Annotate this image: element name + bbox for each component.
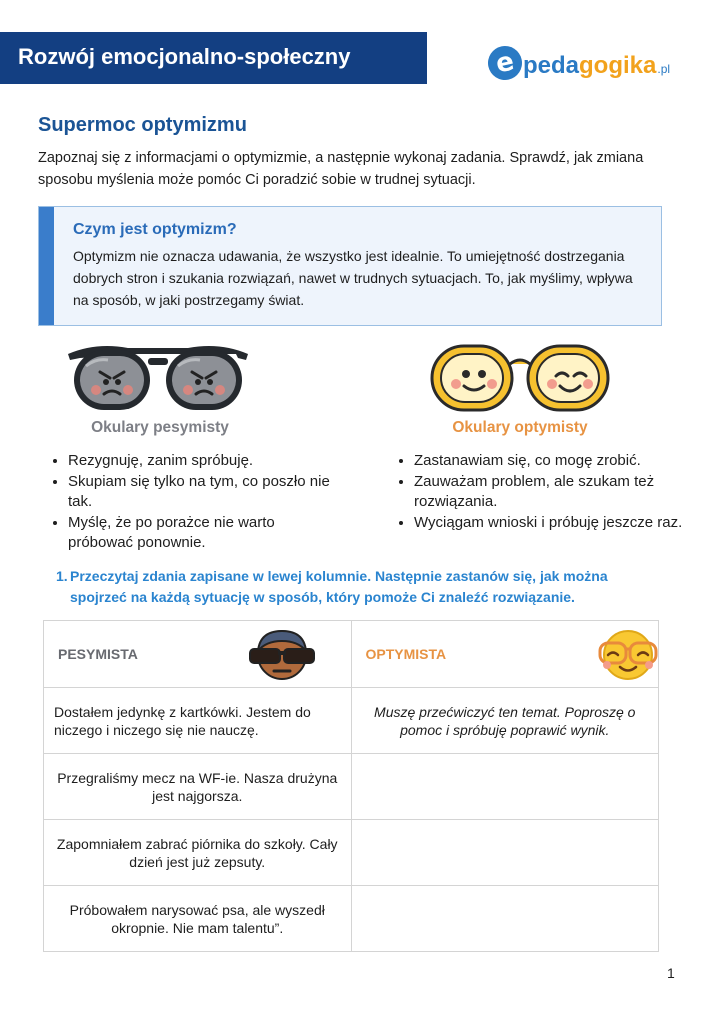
task-text: Przeczytaj zdania zapisane w lewej kolumnie. Następnie zastanów się, jak można spojrzeć na każdą sytuację w sposób, który pomoże Ci znaleźć rozwiązanie.	[70, 568, 608, 605]
info-box-accent-bar	[39, 207, 54, 325]
epedagogika-logo	[488, 40, 670, 80]
intro-text: Zapoznaj się z informacjami o optymizmie, a następnie wykonaj zadania. Sprawdź, jak zmiana sposobu myślenia może pomóc Ci poradzić sobie w trudnej sytuacji.	[38, 150, 644, 188]
page-number: 1	[667, 965, 675, 981]
header-title: Rozwój emocjonalno-społeczny	[18, 44, 351, 69]
optimist-example-cell: Muszę przećwiczyć ten temat. Poproszę o pomoc i spróbuję poprawić wynik.	[351, 688, 659, 754]
table-row	[44, 688, 659, 754]
info-box-text: Optymizm nie oznacza udawania, że wszystko jest idealnie. To umiejętność dostrzegania dobrych stron i szukania rozwiązań, nawet w trudnych sytuacjach. To, jak myślimy, wpływa na sposób, w jaki postrzegamy świat.	[73, 248, 633, 308]
header-bar	[0, 32, 427, 84]
optimist-answer-cell[interactable]	[351, 754, 659, 820]
section-title: Supermoc optymizmu	[38, 114, 247, 136]
logo-text-gogika: gogika	[579, 52, 657, 79]
optimist-answer-cell[interactable]	[351, 820, 659, 886]
pessimist-bullet-list	[42, 451, 338, 554]
table-row	[44, 886, 659, 952]
logo-text-peda: peda	[523, 52, 580, 79]
grumpy-face-icon	[246, 627, 318, 681]
pessimist-cell: Przegraliśmy mecz na WF-ie. Nasza drużyna jest najgorsza.	[44, 754, 352, 820]
info-box-title: Czym jest optymizm?	[73, 221, 237, 238]
list-item: • Rezygnuję, zanim spróbuję.	[68, 451, 338, 472]
list-item: • Skupiam się tylko na tym, co poszło nie tak.	[68, 472, 338, 513]
optimist-glasses-label: Okulary optymisty	[452, 419, 588, 436]
table-header-row	[44, 621, 659, 688]
task-number: 1.	[56, 568, 68, 584]
exercise-table	[43, 620, 659, 952]
logo-e-icon: e	[485, 43, 525, 83]
table-row	[44, 820, 659, 886]
pessimist-header-label: PESYMISTA	[58, 646, 138, 662]
optimist-column-header	[351, 621, 659, 688]
happy-glasses-icon	[428, 340, 612, 414]
optimist-header-label: OPTYMISTA	[365, 646, 447, 662]
list-item: • Zauważam problem, ale szukam też rozwiązania.	[414, 472, 704, 513]
pessimist-cell: Dostałem jedynkę z kartkówki. Jestem do niczego i niczego się nie nauczę.	[44, 688, 352, 754]
table-row	[44, 754, 659, 820]
info-box	[38, 206, 662, 326]
pessimist-column-header	[44, 621, 352, 688]
optimist-answer-cell[interactable]	[351, 886, 659, 952]
pessimist-cell: Zapomniałem zabrać piórnika do szkoły. Cały dzień jest już zepsuty.	[44, 820, 352, 886]
smiling-face-icon	[592, 627, 664, 681]
list-item: • Zastanawiam się, co mogę zrobić.	[414, 451, 704, 472]
pessimist-cell: Próbowałem narysować psa, ale wyszedł okropnie. Nie mam talentu”.	[44, 886, 352, 952]
list-item: • Myślę, że po porażce nie warto próbować ponownie.	[68, 513, 338, 554]
pessimist-glasses-label: Okulary pesymisty	[91, 419, 229, 436]
list-item: • Wyciągam wnioski i próbuję jeszcze raz.	[414, 513, 704, 534]
optimist-bullet-list	[388, 451, 704, 533]
logo-text-pl: .pl	[657, 62, 671, 76]
sad-glasses-icon	[66, 340, 250, 414]
